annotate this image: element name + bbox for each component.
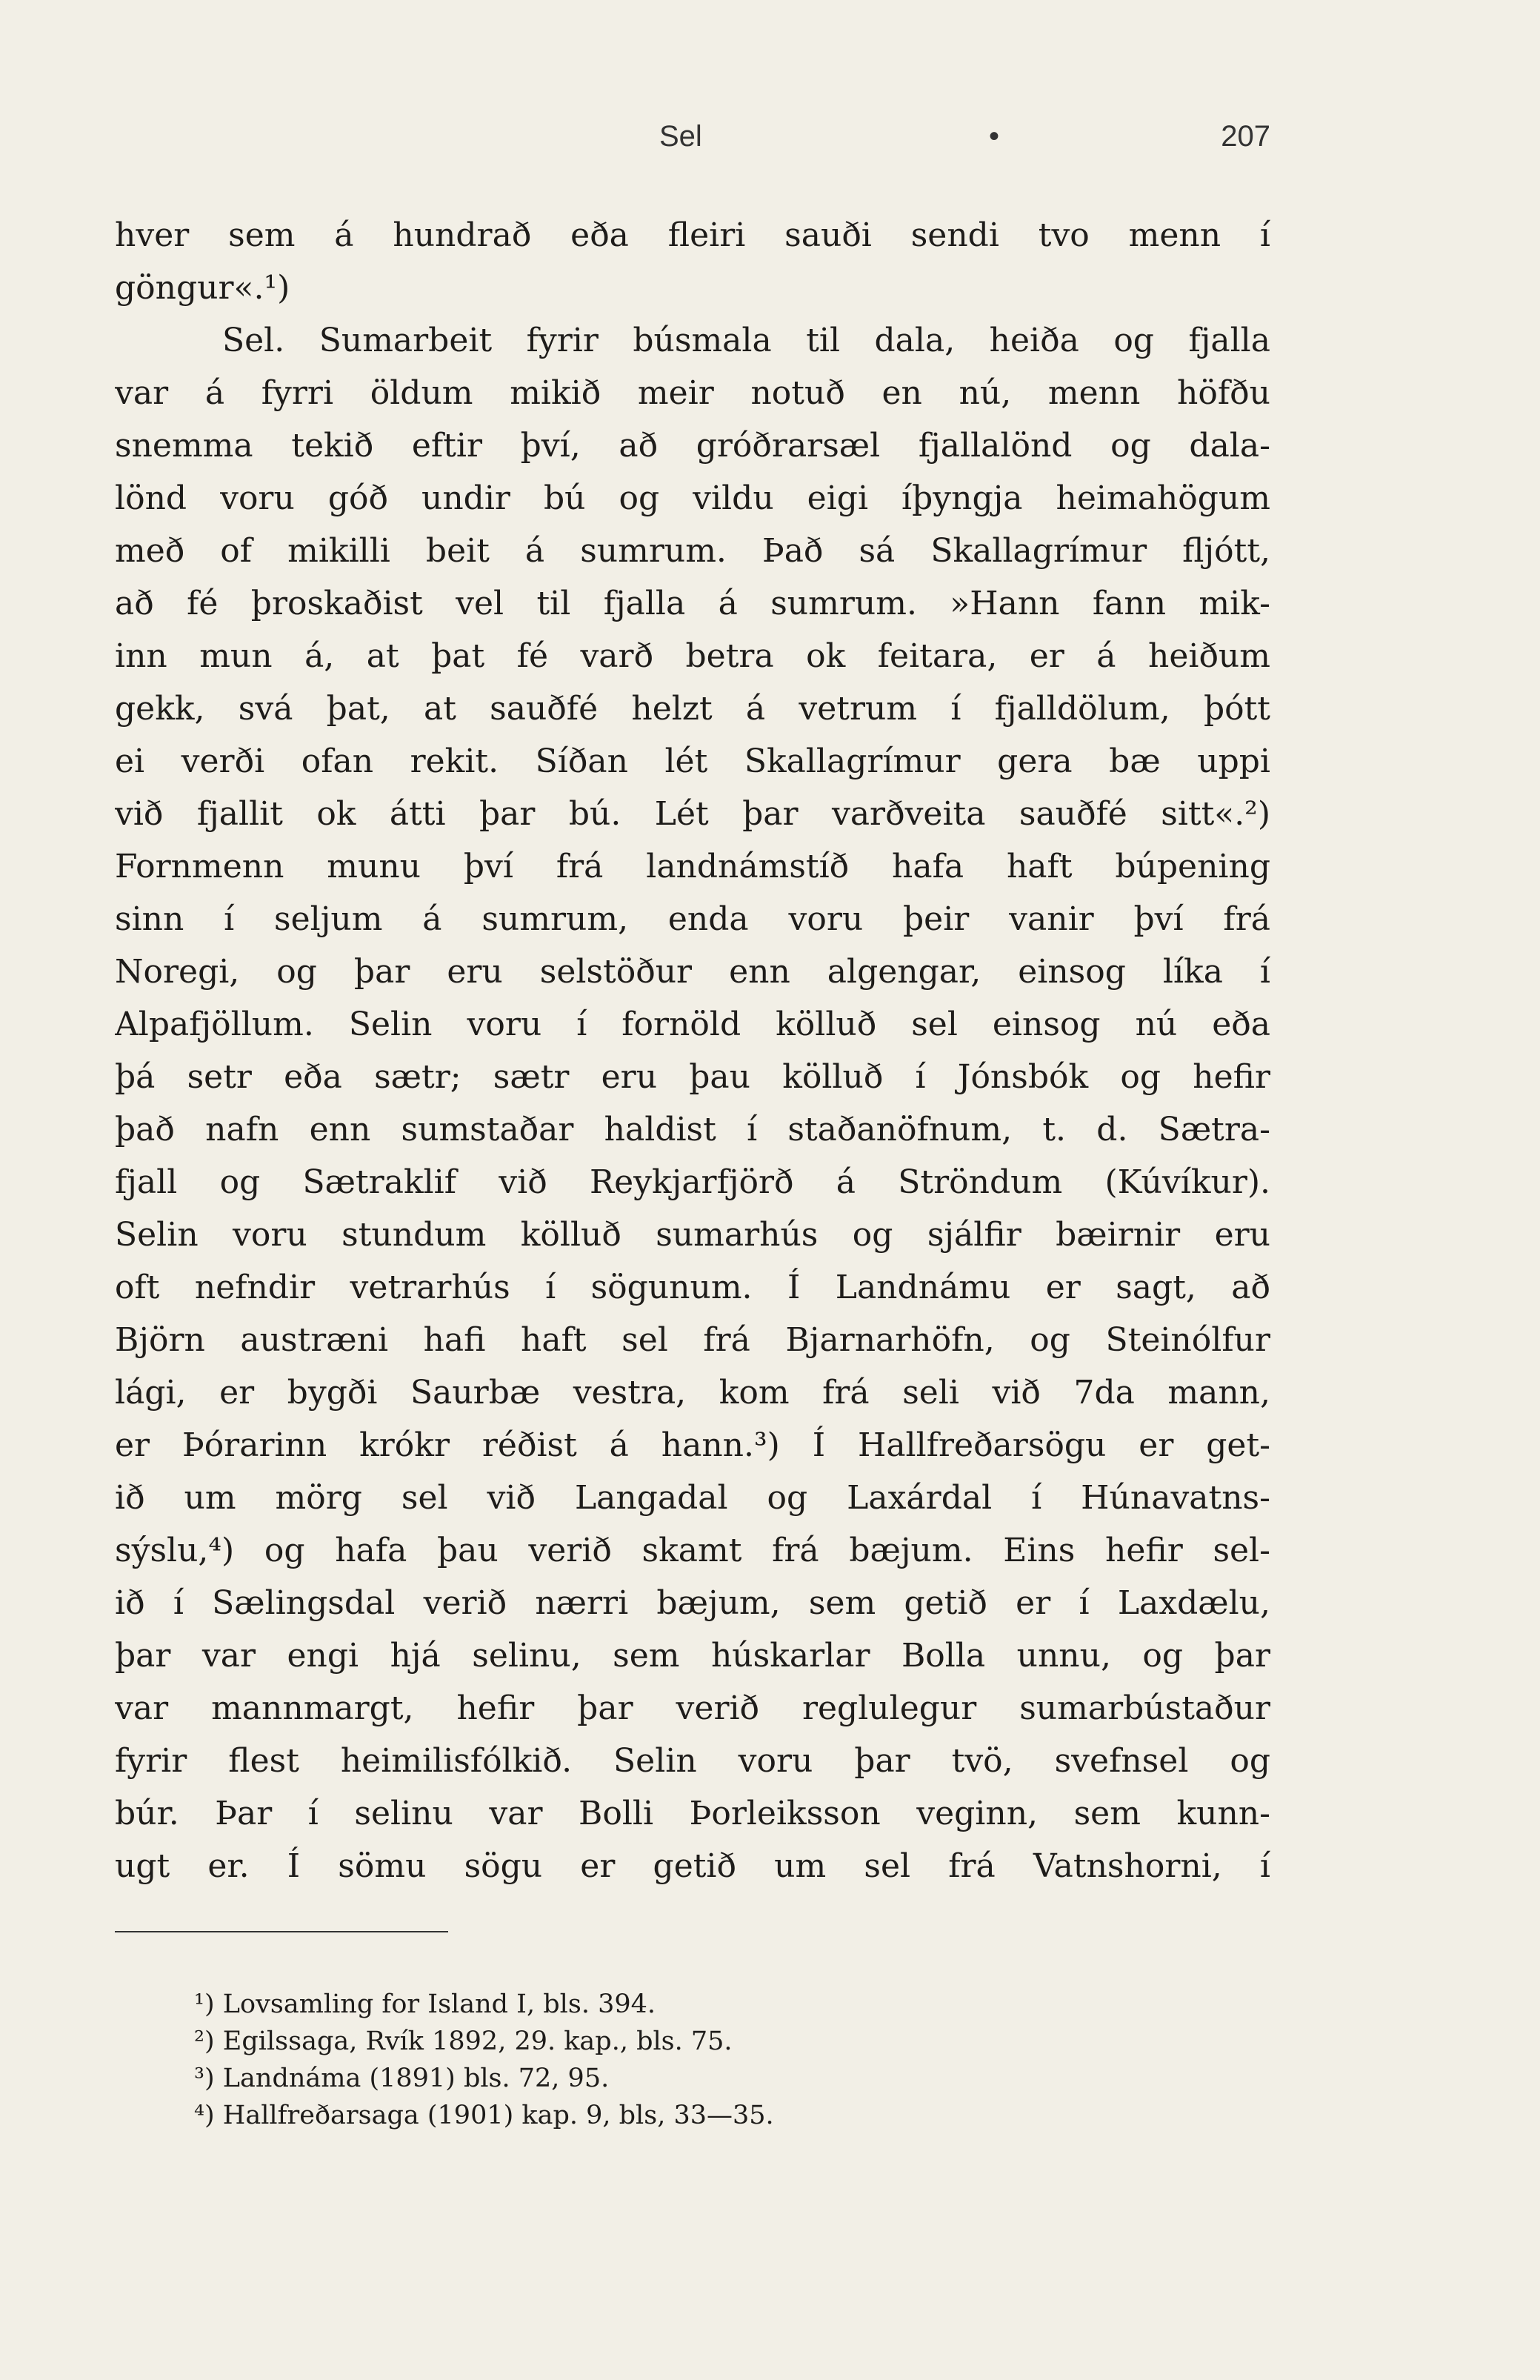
text-line: inn mun á, at þat fé varð betra ok feitara, er á heiðum [115, 637, 1270, 675]
text-line: lönd voru góð undir bú og vildu eigi íþyngja heimahögum [115, 479, 1270, 517]
text-line: sýslu,⁴) og hafa þau verið skamt frá bæjum. Eins hefir sel- [115, 1532, 1270, 1569]
text-line: er Þórarinn krókr réðist á hann.³) Í Hallfreðarsögu er get- [115, 1426, 1270, 1464]
text-line: göngur«.¹) [115, 269, 290, 307]
footnote-divider [115, 1931, 448, 1932]
text-line: hver sem á hundrað eða fleiri sauði sendi tvo menn í [115, 216, 1270, 254]
running-header [115, 120, 1270, 164]
text-line: þar var engi hjá selinu, sem húskarlar Bolla unnu, og þar [115, 1637, 1270, 1675]
text-line: lági, er bygði Saurbæ vestra, kom frá seli við 7da mann, [115, 1374, 1270, 1412]
text-line: ei verði ofan rekit. Síðan lét Skallagrímur gera bæ uppi [115, 742, 1270, 780]
text-line: fyrir flest heimilisfólkið. Selin voru þar tvö, svefnsel og [115, 1742, 1270, 1780]
text-line: með of mikilli beit á sumrum. Það sá Skallagrímur fljótt, [115, 532, 1270, 570]
text-line: búr. Þar í selinu var Bolli Þorleiksson veginn, sem kunn- [115, 1795, 1270, 1832]
text-line: það nafn enn sumstaðar haldist í staðanöfnum, t. d. Sætra- [115, 1111, 1270, 1149]
text-line: ugt er. Í sömu sögu er getið um sel frá Vatnshorni, í [115, 1847, 1270, 1885]
footnote: ⁴) Hallfreðarsaga (1901) kap. 9, bls, 33—35. [194, 2101, 774, 2130]
header-dot: • [989, 120, 1000, 153]
footnote: ²) Egilssaga, Rvík 1892, 29. kap., bls. 75. [194, 2027, 733, 2056]
text-line: þá setr eða sætr; sætr eru þau kölluð í Jónsbók og hefir [115, 1058, 1270, 1096]
text-line: ið um mörg sel við Langadal og Laxárdal í Húnavatns- [115, 1479, 1270, 1517]
text-line: að fé þroskaðist vel til fjalla á sumrum. »Hann fann mik- [115, 585, 1270, 622]
text-line: við fjallit ok átti þar bú. Lét þar varðveita sauðfé sitt«.²) [115, 795, 1270, 833]
text-line: Fornmenn munu því frá landnámstíð hafa haft búpening [115, 848, 1270, 885]
footnote: ³) Landnáma (1891) bls. 72, 95. [194, 2064, 610, 2093]
text-line: var mannmargt, hefir þar verið reglulegur sumarbústaður [115, 1689, 1270, 1727]
text-line: Noregi, og þar eru selstöður enn algengar, einsog líka í [115, 953, 1270, 991]
text-line: ið í Sælingsdal verið nærri bæjum, sem getið er í Laxdælu, [115, 1584, 1270, 1622]
text-line: snemma tekið eftir því, að gróðrarsæl fjallalönd og dala- [115, 427, 1270, 465]
text-line: sinn í seljum á sumrum, enda voru þeir vanir því frá [115, 900, 1270, 938]
text-line: var á fyrri öldum mikið meir notuð en nú, menn höfðu [115, 374, 1270, 412]
footnote: ¹) Lovsamling for Island I, bls. 394. [194, 1990, 656, 2019]
text-line: Alpafjöllum. Selin voru í fornöld kölluð sel einsog nú eða [115, 1005, 1270, 1043]
text-line: Björn austræni hafi haft sel frá Bjarnarhöfn, og Steinólfur [115, 1321, 1270, 1359]
body-text [115, 209, 1270, 1892]
running-title: Sel [659, 120, 702, 153]
footnotes [194, 1986, 774, 2134]
text-line: oft nefndir vetrarhús í sögunum. Í Landnámu er sagt, að [115, 1269, 1270, 1306]
text-line: gekk, svá þat, at sauðfé helzt á vetrum í fjalldölum, þótt [115, 690, 1270, 728]
text-line: Selin voru stundum kölluð sumarhús og sjálfir bæirnir eru [115, 1216, 1270, 1254]
text-line: fjall og Sætraklif við Reykjarfjörð á Ströndum (Kúvíkur). [115, 1163, 1270, 1201]
page-number: 207 [1221, 120, 1270, 153]
text-line: Sel. Sumarbeit fyrir búsmala til dala, heiða og fjalla [222, 322, 1270, 359]
